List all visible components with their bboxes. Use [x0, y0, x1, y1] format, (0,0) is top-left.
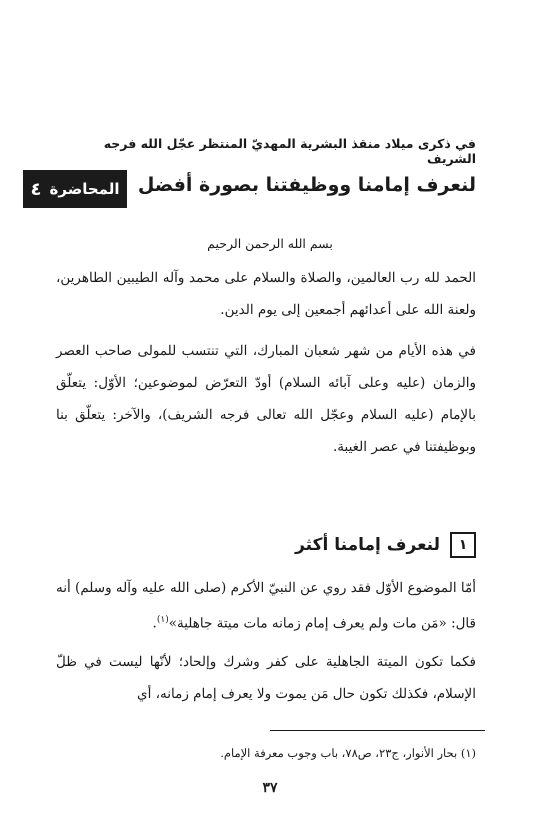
page-number: ٣٧: [262, 780, 278, 796]
paragraph-hadith: أمّا الموضوع الأوّل فقد روي عن النبيّ الأكرم (صلى الله عليه وآله وسلم) أنه قال: «مَن مات ولم يعرف إمام زمانه مات ميتة جاهلية»$^{(١)}$.: [56, 580, 476, 632]
book-subtitle: في ذكرى ميلاد منقذ البشرية المهديّ المنتظر عجّل الله فرجه الشريف: [103, 136, 476, 166]
lecture-title: لنعرف إمامنا ووظيفتنا بصورة أفضل: [137, 174, 476, 196]
paragraph-opening: الحمد لله رب العالمين، والصلاة والسلام على محمد وآله الطيبين الطاهرين، ولعنة الله على أعدائهم أجمعين إلى يوم الدين.: [56, 270, 476, 318]
lecture-label: المحاضرة: [49, 180, 120, 198]
section-title: لنعرف إمامنا أكثر: [295, 535, 440, 555]
section-heading: [295, 532, 476, 558]
paragraph-explanation: فكما تكون الميتة الجاهلية على كفر وشرك وإلحاد؛ لأنّها ليست في ظلّ الإسلام، فكذلك تكون حال مَن يموت ولا يعرف إمام زمانه، أي: [56, 654, 476, 702]
paragraph-intro: في هذه الأيام من شهر شعبان المبارك، التي تنتسب للمولى صاحب العصر والزمان (عليه وعلى آبائه السلام) أودّ التعرّض لموضوعين؛ الأوّل: يتعلّق بالإمام (عليه السلام وعجّل الله تعالى فرجه الشريف)، والآخر: يتعلّق بنا وبوظيفتنا في عصر الغيبة.: [56, 343, 476, 455]
footnote: (١) بحار الأنوار، ج٢٣، ص٧٨، باب وجوب معرفة الإمام.: [220, 746, 476, 760]
lecture-badge: [23, 170, 127, 208]
hadith-text: أمّا الموضوع الأوّل فقد روي عن النبيّ الأكرم (صلى الله عليه وآله وسلم) أنه قال: «مَن مات ولم يعرف إمام زمانه مات ميتة جاهلية»: [56, 580, 476, 632]
footnote-divider: [270, 730, 485, 731]
lecture-number: ٤: [30, 178, 42, 200]
section-number-box: ١: [450, 532, 476, 558]
footnote-ref[interactable]: (١): [156, 615, 169, 625]
basmala: بسم الله الرحمن الرحيم: [207, 236, 333, 251]
